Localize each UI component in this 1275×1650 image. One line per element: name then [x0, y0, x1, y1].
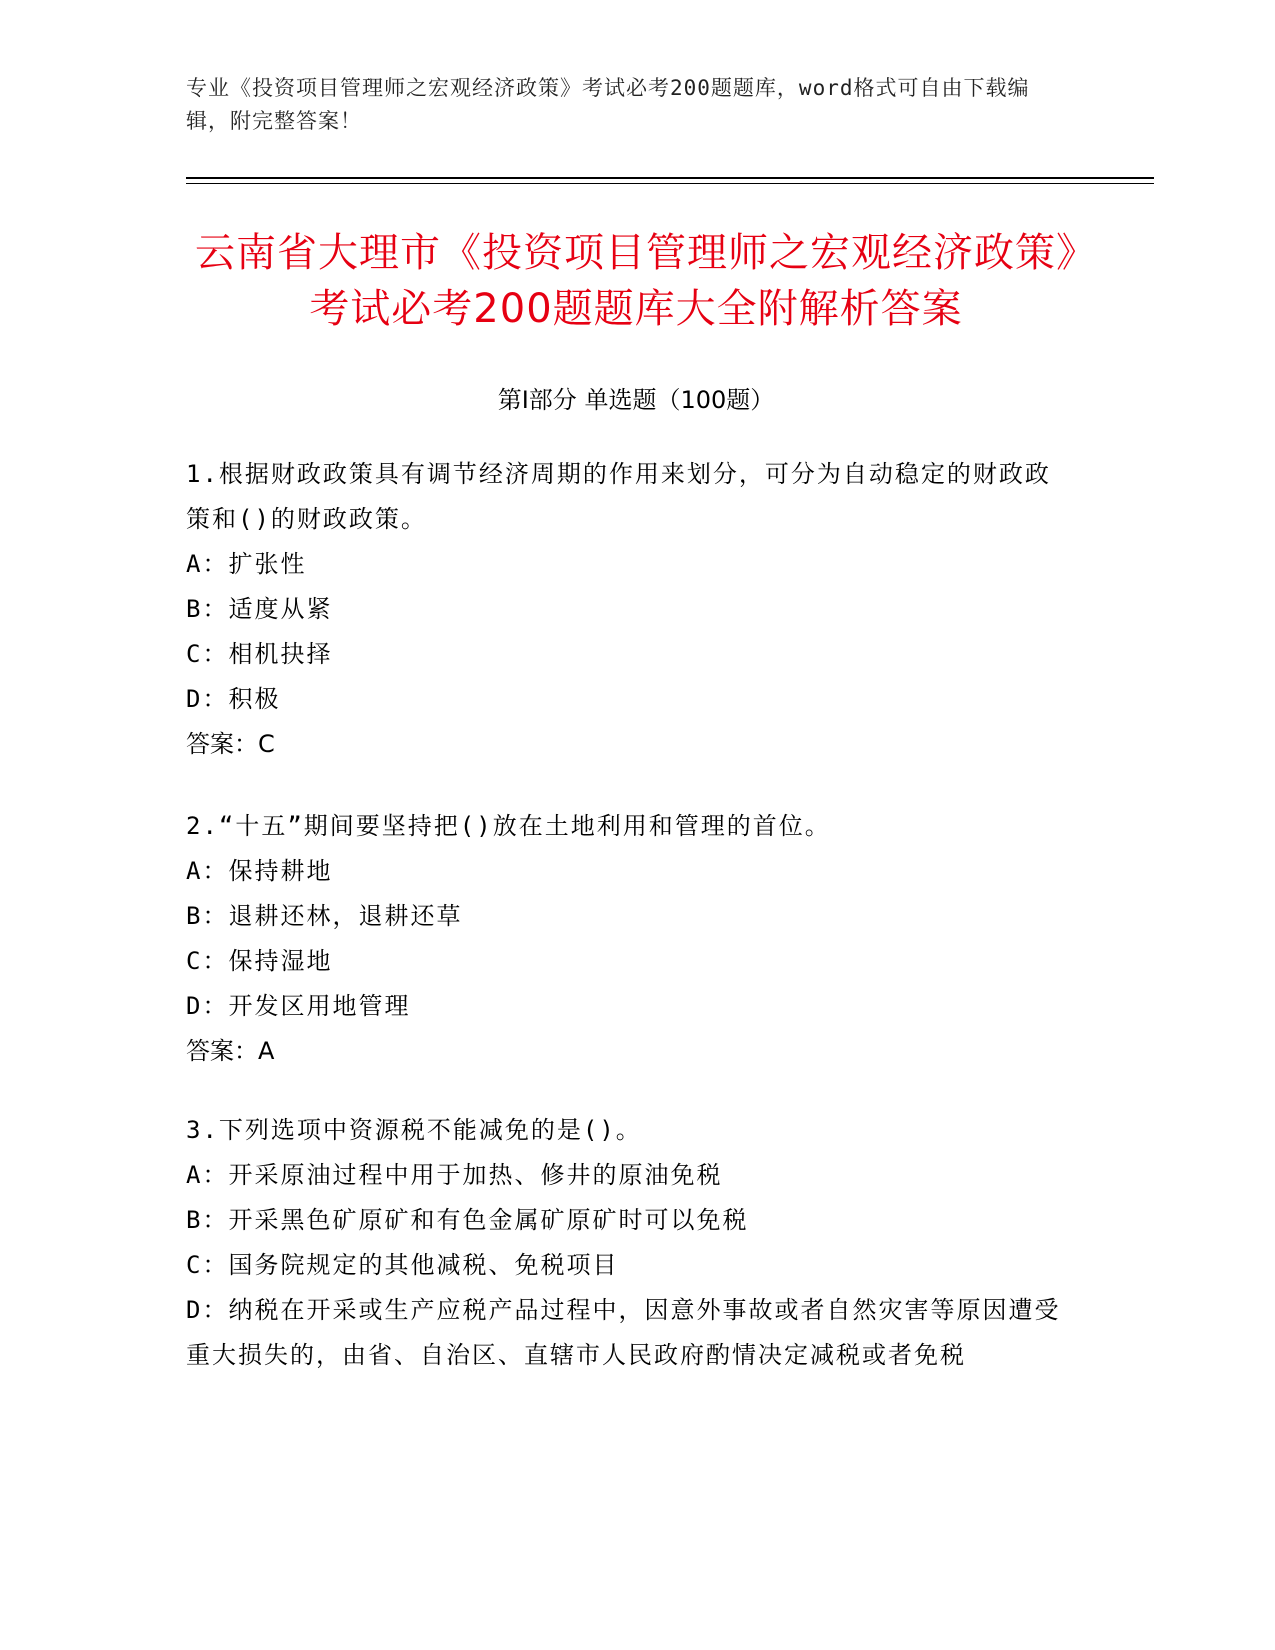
header-rule-thin	[186, 183, 1154, 184]
question-3	[186, 1108, 1066, 1378]
option-c: C：相机抉择	[186, 640, 333, 668]
option-c: C：保持湿地	[186, 947, 333, 975]
question-text: 3.下列选项中资源税不能减免的是()。	[186, 1116, 642, 1144]
document-title: 云南省大理市《投资项目管理师之宏观经济政策》考试必考200题题库大全附解析答案	[195, 230, 1077, 332]
answer: 答案：C	[186, 730, 275, 758]
option-d: D：纳税在开采或生产应税产品过程中，因意外事故或者自然灾害等原因遭受重大损失的，由省、自治区、直辖市人民政府酌情决定减税或者免税	[186, 1296, 1061, 1369]
option-c: C：国务院规定的其他减税、免税项目	[186, 1251, 619, 1279]
option-b: B：开采黑色矿原矿和有色金属矿原矿时可以免税	[186, 1206, 749, 1234]
answer: 答案：A	[186, 1037, 275, 1065]
option-d: D：积极	[186, 685, 281, 713]
question-1	[186, 452, 1066, 767]
option-d: D：开发区用地管理	[186, 992, 411, 1020]
question-text: 1.根据财政政策具有调节经济周期的作用来划分，可分为自动稳定的财政政策和()的财政政策。	[186, 460, 1051, 533]
question-2	[186, 804, 1066, 1074]
option-a: A：扩张性	[186, 550, 307, 578]
option-a: A：开采原油过程中用于加热、修井的原油免税	[186, 1161, 723, 1189]
header-note: 专业《投资项目管理师之宏观经济政策》考试必考200题题库，word格式可自由下载编辑，附完整答案！	[186, 76, 1030, 133]
option-a: A：保持耕地	[186, 857, 333, 885]
header-rule-thick	[186, 177, 1154, 179]
option-b: B：退耕还林，退耕还草	[186, 902, 463, 930]
option-b: B：适度从紧	[186, 595, 333, 623]
section-heading: 第Ⅰ部分 单选题（100题）	[497, 386, 775, 414]
question-text: 2.“十五”期间要坚持把()放在土地利用和管理的首位。	[186, 812, 831, 840]
